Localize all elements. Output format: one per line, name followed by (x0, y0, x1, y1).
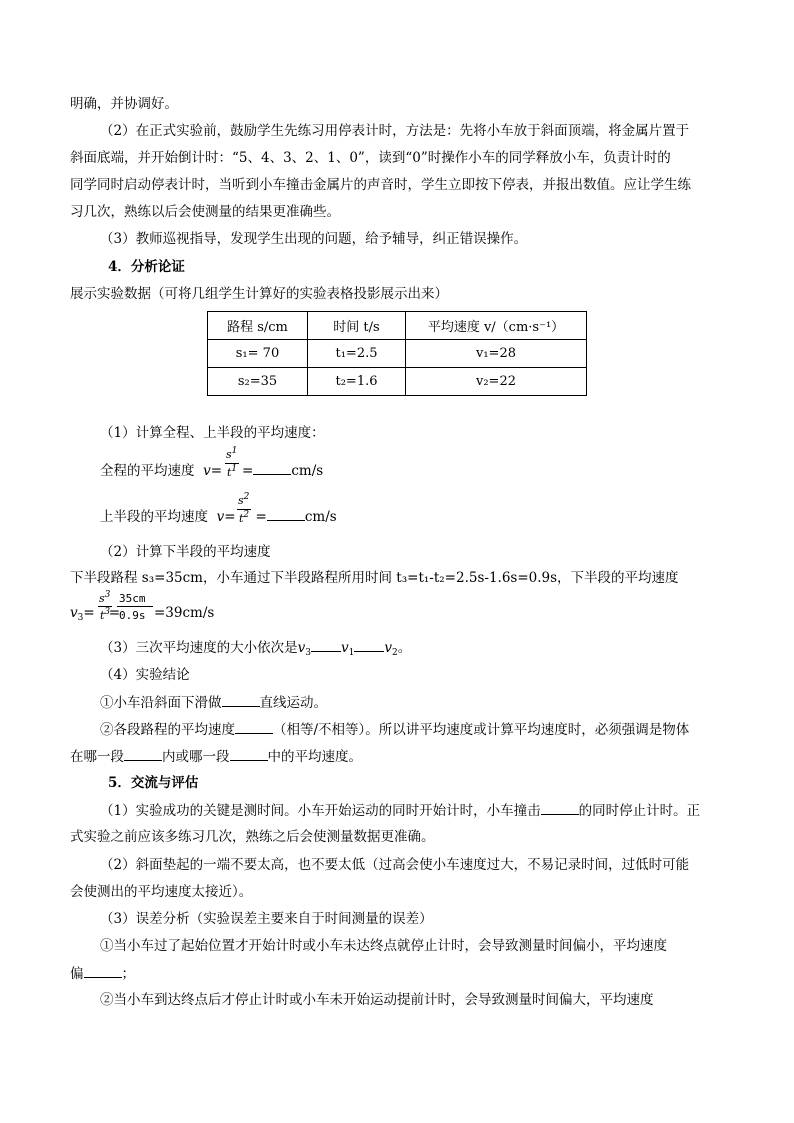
unit: cm/s (291, 463, 324, 479)
line-10 (70, 569, 679, 587)
line-19: 会使测出的平均速度太接近）。 (70, 884, 253, 900)
fraction-bar (117, 606, 153, 607)
table-header: 平均速度 v/（cm·s⁻¹） (406, 312, 587, 340)
answer-blank[interactable] (84, 964, 122, 978)
table-cell: v₁=28 (406, 340, 587, 368)
line-13 (100, 693, 327, 712)
unit: cm/s (304, 509, 337, 525)
table-cell: s₁= 70 (208, 340, 308, 368)
text: 中的平均速度。 (267, 749, 362, 765)
formula-full-speed: 全程的平均速度 v= = cm/s (100, 463, 324, 479)
answer-blank[interactable] (354, 638, 384, 652)
answer-blank[interactable] (222, 693, 260, 707)
line-6: （3）教师巡视指导，发现学生出现的问题，给予辅导，纠正错误操作。 (100, 231, 528, 247)
text: s₃=35cm，小车通过下半段路程所用时间 (141, 570, 392, 586)
line-23: ②当小车到达终点后才停止计时或小车未开始运动提前计时，会导致测量时间偏大，平均速度 (100, 992, 654, 1008)
formula-label: 上半段的平均速度 (100, 509, 208, 525)
fraction-denominator: $t^1$ (227, 464, 238, 479)
text: （3）三次平均速度的大小依次是 (100, 640, 298, 656)
answer-blank[interactable] (124, 747, 162, 761)
table-header: 时间 t/s (308, 312, 406, 340)
fraction-denominator: $t^3$ (100, 607, 111, 622)
text: ②各段路程的平均速度 (100, 722, 235, 738)
table-cell: t₂=1.6 (308, 368, 406, 396)
table-header: 路程 s/cm (208, 312, 308, 340)
line-4: 同学同时启动停表计时，当听到小车撞击金属片的声音时，学生立即按下停表，并报出数值。应让学生练 (70, 177, 691, 193)
fraction-denominator: 0.9s (119, 609, 146, 622)
line-11: （3）三次平均速度的大小依次是$v_3$ $v_1$ $v_2$。 (100, 640, 412, 658)
line-15 (70, 747, 362, 766)
text: t₃=t₁-t₂=2.5s-1.6s=0.9s，下半段的平均速度 (396, 570, 679, 586)
heading-analysis: 4．分析论证 (108, 259, 185, 275)
line-8: （1）计算全程、上半段的平均速度： (100, 425, 325, 441)
line-21: ①当小车过了起始位置才开始计时或小车未达终点就停止计时，会导致测量时间偏小，平均速度 (100, 938, 667, 954)
text: 在哪一段 (70, 749, 124, 765)
table-row (208, 368, 587, 396)
line-16 (100, 801, 700, 820)
line-9: （2）计算下半段的平均速度 (100, 544, 271, 560)
table-cell: t₁=2.5 (308, 340, 406, 368)
line-2: （2）在正式实验前，鼓励学生先练习用停表计时，方法是：先将小车放于斜面顶端，将金属片置于 (100, 123, 690, 139)
v3-result: =39cm/s (154, 605, 215, 621)
line-5: 习几次，熟练以后会使测量的结果更准确些。 (70, 204, 340, 220)
answer-blank[interactable] (253, 461, 291, 475)
table-row (208, 340, 587, 368)
fraction-numerator: $s^2$ (238, 492, 250, 507)
line-17: 式实验之前应该多练习几次，熟练之后会使测量数据更准确。 (70, 829, 435, 845)
line-7: 展示实验数据（可将几组学生计算好的实验表格投影展示出来） (70, 286, 448, 302)
text: 的同时停止计时。正 (578, 803, 701, 819)
answer-blank[interactable] (267, 507, 305, 521)
text: 下半段路程 (70, 570, 138, 586)
line-3: 斜面底端，并开始倒计时：“5、4、3、2、1、0”，读到“0”时操作小车的同学释放小车，负责计时的 (70, 150, 671, 166)
data-table (207, 311, 587, 396)
text: ①小车沿斜面下滑做 (100, 695, 222, 711)
fraction-numerator: $s^1$ (226, 446, 238, 461)
fraction-numerator: $s^3$ (99, 590, 111, 605)
line-22 (70, 964, 135, 983)
text: （相等/不相等）。所以讲平均速度或计算平均速度时，必须强调是物体 (273, 722, 690, 738)
formula-v3: $v_3= = =39cm/s$ (70, 605, 215, 623)
fraction-numerator: 35cm (119, 592, 146, 605)
text: 偏 (70, 966, 84, 982)
formula-upper-speed: 上半段的平均速度 v= = cm/s (100, 509, 337, 525)
fraction-denominator: $t^2$ (239, 510, 250, 525)
text: ； (121, 966, 135, 982)
formula-label: 全程的平均速度 (100, 463, 195, 479)
answer-blank[interactable] (235, 720, 273, 734)
text: 内或哪一段 (162, 749, 230, 765)
line-20: （3）误差分析（实验误差主要来自于时间测量的误差） (100, 911, 433, 927)
answer-blank[interactable] (230, 747, 268, 761)
table-cell: v₂=22 (406, 368, 587, 396)
line-1: 明确，并协调好。 (70, 96, 178, 112)
line-14 (100, 720, 689, 739)
table-cell: s₂=35 (208, 368, 308, 396)
answer-blank[interactable] (311, 638, 341, 652)
heading-evaluation: 5．交流与评估 (108, 775, 199, 791)
table-header-row (208, 312, 587, 340)
answer-blank[interactable] (541, 801, 579, 815)
text: （1）实验成功的关键是测时间。小车开始运动的同时开始计时，小车撞击 (100, 803, 541, 819)
line-12: （4）实验结论 (100, 667, 190, 683)
line-18: （2）斜面垫起的一端不要太高，也不要太低（过高会使小车速度过大，不易记录时间，过低时可能 (100, 857, 690, 873)
text: 直线运动。 (259, 695, 327, 711)
